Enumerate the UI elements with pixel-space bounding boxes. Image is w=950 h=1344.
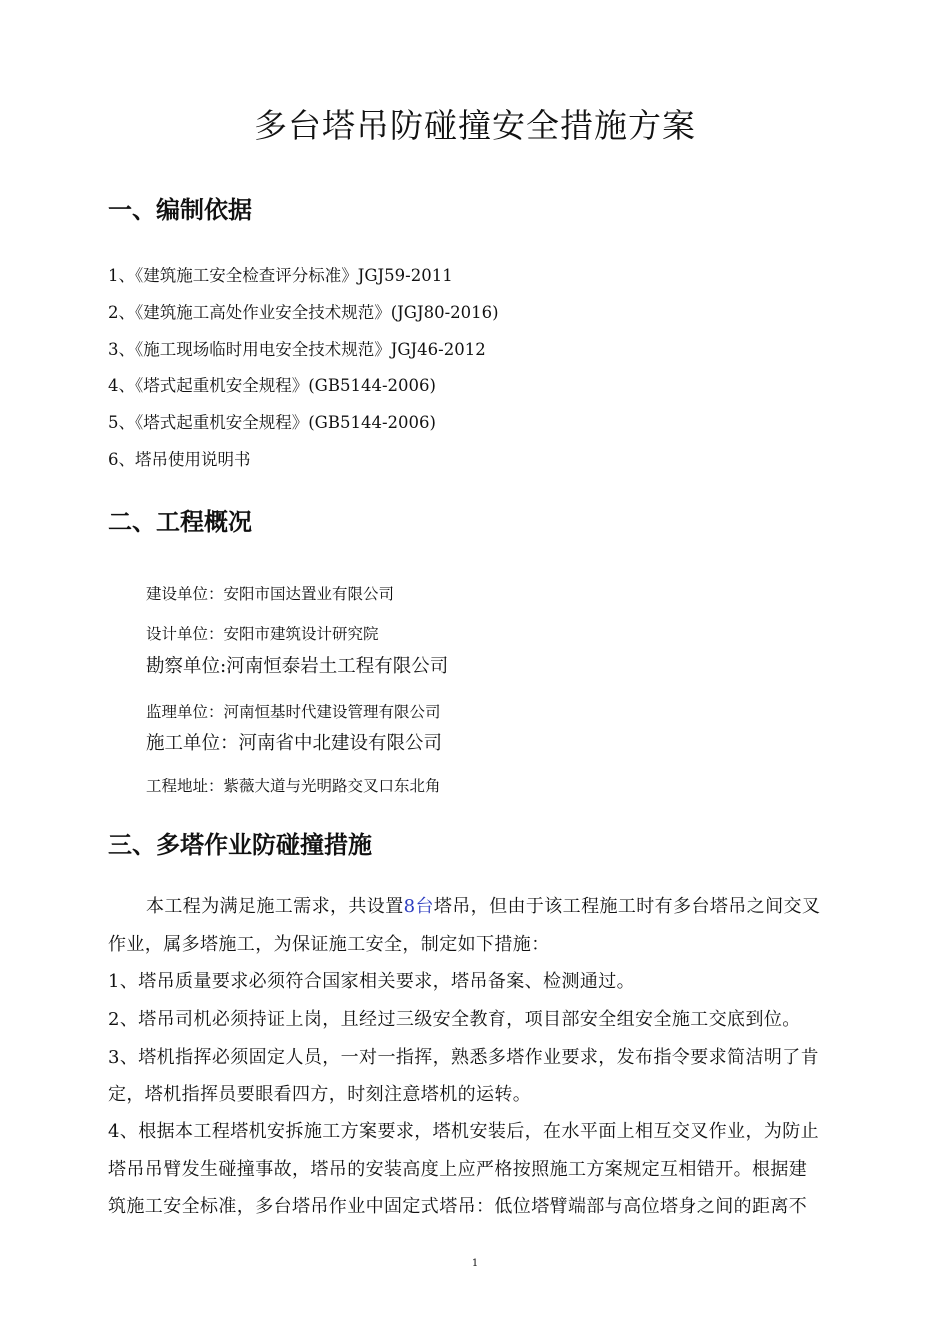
measure-item: 3、塔机指挥必须固定人员，一对一指挥，熟悉多塔作业要求，发布指令要求简洁明了肯	[108, 1047, 820, 1068]
paragraph-line: 塔吊吊臂发生碰撞事故，塔吊的安装高度上应严格按照施工方案规定互相错开。根据建	[108, 1159, 808, 1180]
section-heading-overview: 二、工程概况	[108, 508, 252, 536]
section-heading-measures: 三、多塔作业防碰撞措施	[108, 831, 372, 859]
reference-item: 4、《塔式起重机安全规程》(GB5144-2006)	[108, 376, 436, 395]
reference-item: 1、《建筑施工安全检查评分标准》JGJ59-2011	[108, 266, 453, 285]
info-row-address: 工程地址：紫薇大道与光明路交叉口东北角	[146, 777, 441, 795]
document-title: 多台塔吊防碰撞安全措施方案	[254, 106, 696, 145]
reference-item: 3、《施工现场临时用电安全技术规范》JGJ46-2012	[108, 340, 486, 359]
info-row-designer: 设计单位：安阳市建筑设计研究院	[146, 625, 379, 643]
reference-item: 5、《塔式起重机安全规程》(GB5144-2006)	[108, 413, 436, 432]
crane-count: 8台	[403, 896, 434, 917]
measure-item: 2、塔吊司机必须持证上岗，且经过三级安全教育，项目部安全组安全施工交底到位。	[108, 1009, 801, 1030]
info-row-developer: 建设单位：安阳市国达置业有限公司	[146, 585, 395, 603]
page-number: 1	[471, 1258, 479, 1269]
info-row-contractor: 施工单位：河南省中北建设有限公司	[146, 733, 443, 754]
paragraph-line: 定，塔机指挥员要眼看四方，时刻注意塔机的运转。	[108, 1084, 532, 1105]
reference-item: 6、塔吊使用说明书	[108, 450, 251, 469]
measure-item: 4、根据本工程塔机安拆施工方案要求，塔机安装后，在水平面上相互交叉作业，为防止	[108, 1121, 820, 1142]
info-row-supervisor: 监理单位：河南恒基时代建设管理有限公司	[146, 703, 441, 721]
paragraph-line: 筑施工安全标准，多台塔吊作业中固定式塔吊：低位塔臂端部与高位塔身之间的距离不	[108, 1196, 808, 1217]
intro-paragraph	[146, 892, 820, 918]
paragraph-line: 作业，属多塔施工，为保证施工安全，制定如下措施：	[108, 934, 550, 955]
section-heading-basis: 一、编制依据	[108, 196, 252, 224]
info-row-surveyor: 勘察单位:河南恒泰岩土工程有限公司	[146, 656, 449, 677]
measure-item: 1、塔吊质量要求必须符合国家相关要求，塔吊备案、检测通过。	[108, 971, 636, 992]
intro-text: 本工程为满足施工需求，共设置	[146, 896, 404, 917]
intro-text: 塔吊，但由于该工程施工时有多台塔吊之间交叉	[433, 896, 821, 917]
reference-item: 2、《建筑施工高处作业安全技术规范》(JGJ80-2016)	[108, 303, 499, 322]
